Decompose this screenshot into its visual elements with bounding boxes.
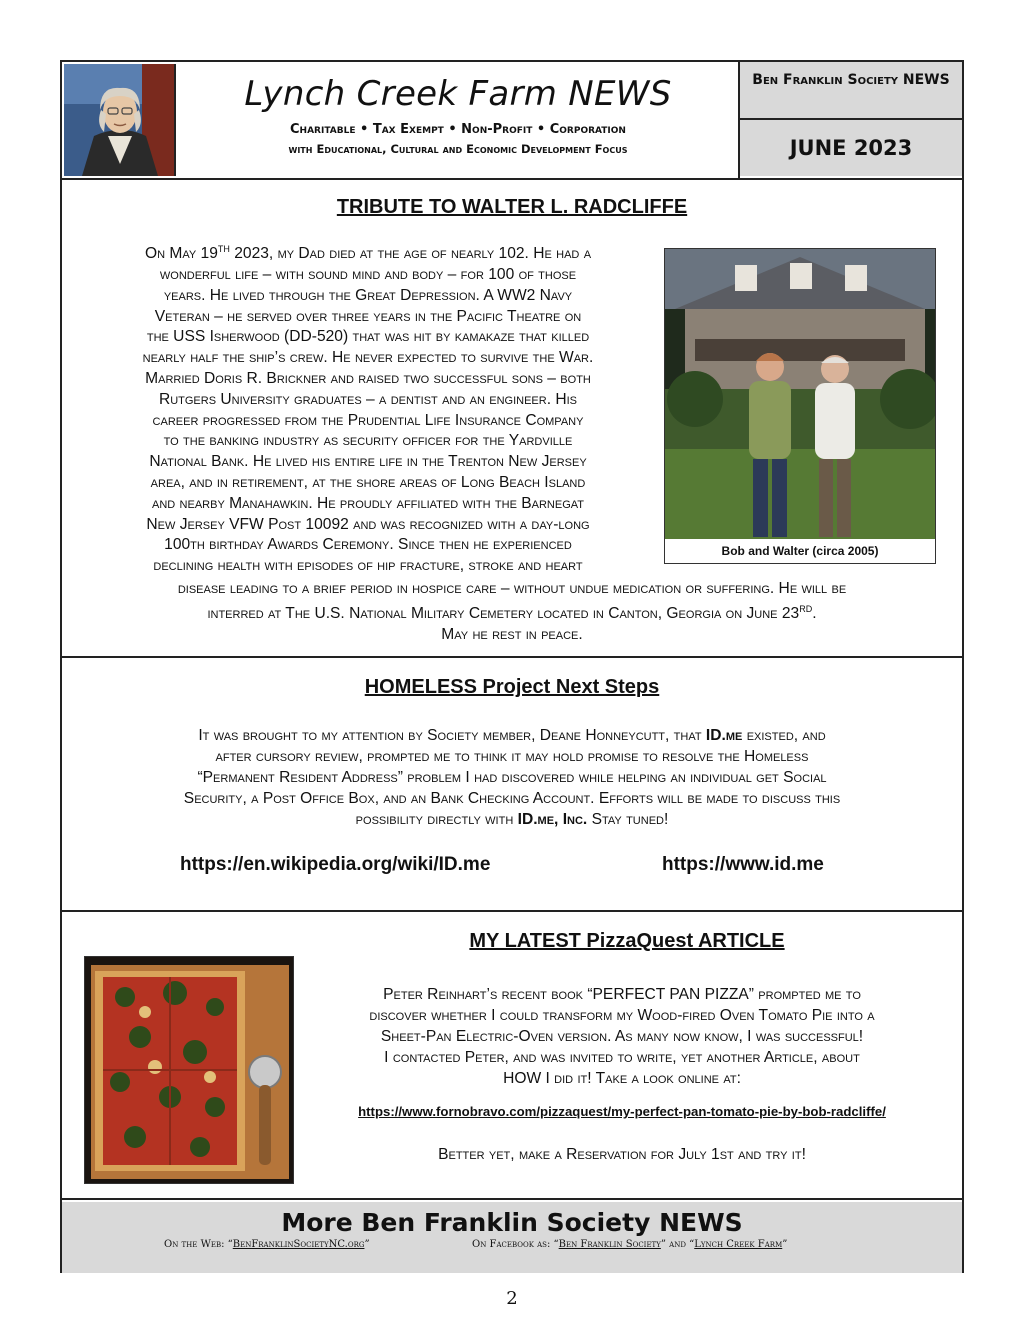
tribute-tail — [62, 578, 962, 645]
newsletter-title: Lynch Creek Farm NEWS — [244, 74, 672, 114]
masthead-subtitle-2: with Educational, Cultural and Economic Development Focus — [288, 142, 628, 156]
issue-date: JUNE 2023 — [740, 120, 962, 176]
footer-facebook — [472, 1239, 787, 1250]
tribute-line: career progressed from the Prudential Life Insurance Company — [152, 411, 584, 429]
facebook-ben-franklin-link[interactable]: Ben Franklin Society — [558, 1239, 661, 1250]
homeless-section — [62, 660, 962, 912]
pizzaquest-body — [302, 984, 942, 1089]
tribute-line: Married Doris R. Brickner and raised two successful sons – both — [145, 369, 591, 387]
photo-caption: Bob and Walter (circa 2005) — [721, 544, 879, 558]
footer-fb-mid: ” and “ — [660, 1239, 695, 1250]
pizza-photo — [84, 956, 294, 1184]
page-number: 2 — [506, 1288, 518, 1309]
tribute-line: to the banking industry as security officer for the Yardville — [163, 432, 573, 450]
tribute-line: National Bank. He lived his entire life in the Trenton New Jersey — [149, 453, 587, 471]
homeless-line: after cursory review, prompted me to think it may hold promise to resolve the Homeless — [215, 748, 809, 765]
masthead-subtitle-1: Charitable • Tax Exempt • Non-Profit • Corporation — [290, 122, 626, 137]
tribute-line: Rutgers University graduates – a dentist and an engineer. His — [158, 390, 578, 408]
ben-franklin-portrait-icon — [64, 64, 176, 176]
pizza-line: I contacted Peter, and was invited to write, yet another Article, about — [384, 1049, 860, 1066]
issue-box — [738, 62, 962, 178]
wikipedia-idme-link[interactable]: https://en.wikipedia.org/wiki/ID.me — [180, 854, 491, 875]
tribute-line: 100th birthday Awards Ceremony. Since then he experienced — [164, 536, 572, 554]
tribute-line: the USS Isherwood (DD-520) that was hit by kamakaze that killed — [146, 328, 590, 346]
tribute-section — [62, 182, 962, 658]
tribute-line: years. He lived through the Great Depression. A WW2 Navy — [163, 286, 573, 304]
footer-fb-end: ” — [782, 1239, 788, 1250]
pizza-line: Sheet-Pan Electric-Oven version. As many now know, I was successful! — [380, 1028, 864, 1045]
homeless-line: Security, a Post Office Box, and an Bank Checking Account. Efforts will be made to discuss this — [183, 790, 841, 807]
tribute-line: wonderful life – with sound mind and body – for 100 of those — [159, 265, 577, 283]
pizzaquest-title: MY LATEST PizzaQuest ARTICLE — [469, 930, 785, 952]
tribute-tail-line: interred at The U.S. National Military Cemetery located in Canton, Georgia on June 23RD. — [207, 604, 817, 623]
footer-web — [164, 1239, 370, 1250]
tribute-line: nearly half the ship’s crew. He never expected to survive the War. — [142, 349, 594, 367]
pizzaquest-section — [62, 914, 962, 1200]
homeless-line: possibility directly with ID.me, Inc. Stay tuned! — [355, 811, 669, 828]
footer-links — [62, 1239, 962, 1253]
tribute-line: area, and in retirement, at the shore areas of Long Beach Island — [150, 473, 586, 491]
pizza-line: HOW I did it! Take a look online at: — [503, 1070, 741, 1087]
fornobravo-article-link[interactable]: https://www.fornobravo.com/pizzaquest/my-perfect-pan-tomato-pie-by-bob-radcliffe/ — [358, 1104, 886, 1119]
tribute-line: declining health with episodes of hip fracture, stroke and heart — [153, 557, 583, 575]
pan-pizza-image — [85, 957, 294, 1184]
society-news-label — [740, 62, 962, 120]
tribute-line: New Jersey VFW Post 10092 and was recognized with a day-long — [146, 515, 590, 533]
homeless-line: It was brought to my attention by Society member, Deane Honneycutt, that ID.me existed, and — [198, 727, 826, 744]
society-news-text: Ben Franklin Society NEWS — [752, 72, 950, 88]
masthead — [62, 62, 962, 180]
tribute-photo — [664, 248, 936, 564]
newsletter-page — [60, 60, 964, 1273]
footer-web-end: ” — [364, 1239, 370, 1250]
footer-fb-label: On Facebook as: “ — [472, 1239, 559, 1250]
facebook-lynch-creek-link[interactable]: Lynch Creek Farm — [694, 1239, 783, 1250]
reservation-note: Better yet, make a Reservation for July 1st and try it! — [438, 1146, 806, 1163]
footer-web-label: On the Web: “ — [164, 1239, 233, 1250]
tribute-tail-line: May he rest in peace. — [441, 626, 583, 644]
homeless-title: HOMELESS Project Next Steps — [364, 676, 660, 698]
tribute-title: TRIBUTE TO WALTER L. RADCLIFFE — [336, 196, 688, 218]
tribute-line: Veteran – he served over three years in the Pacific Theatre on — [154, 307, 582, 325]
tribute-line: On May 19TH 2023, my Dad died at the age of nearly 102. He had a — [144, 244, 592, 263]
website-link[interactable]: BenFranklinSocietyNC.org — [232, 1239, 365, 1250]
tribute-body — [68, 239, 668, 577]
tribute-line: and nearby Manahawkin. He proudly affiliated with the Barnegat — [152, 494, 584, 512]
footer-title: More Ben Franklin Society NEWS — [281, 1208, 743, 1237]
idme-link[interactable]: https://www.id.me — [662, 854, 824, 875]
bob-and-walter-photo — [665, 249, 935, 539]
homeless-line: “Permanent Resident Address” problem I had discovered while helping an individual get Social — [197, 769, 827, 786]
pizza-line: discover whether I could transform my Wood-fired Oven Tomato Pie into a — [369, 1007, 875, 1024]
tribute-tail-line: disease leading to a brief period in hospice care – without undue medication or suffering. He will be — [177, 580, 847, 597]
pizza-line: Peter Reinhart’s recent book “PERFECT PAN PIZZA” prompted me to — [383, 986, 861, 1003]
homeless-body — [82, 725, 942, 830]
footer — [62, 1202, 962, 1273]
